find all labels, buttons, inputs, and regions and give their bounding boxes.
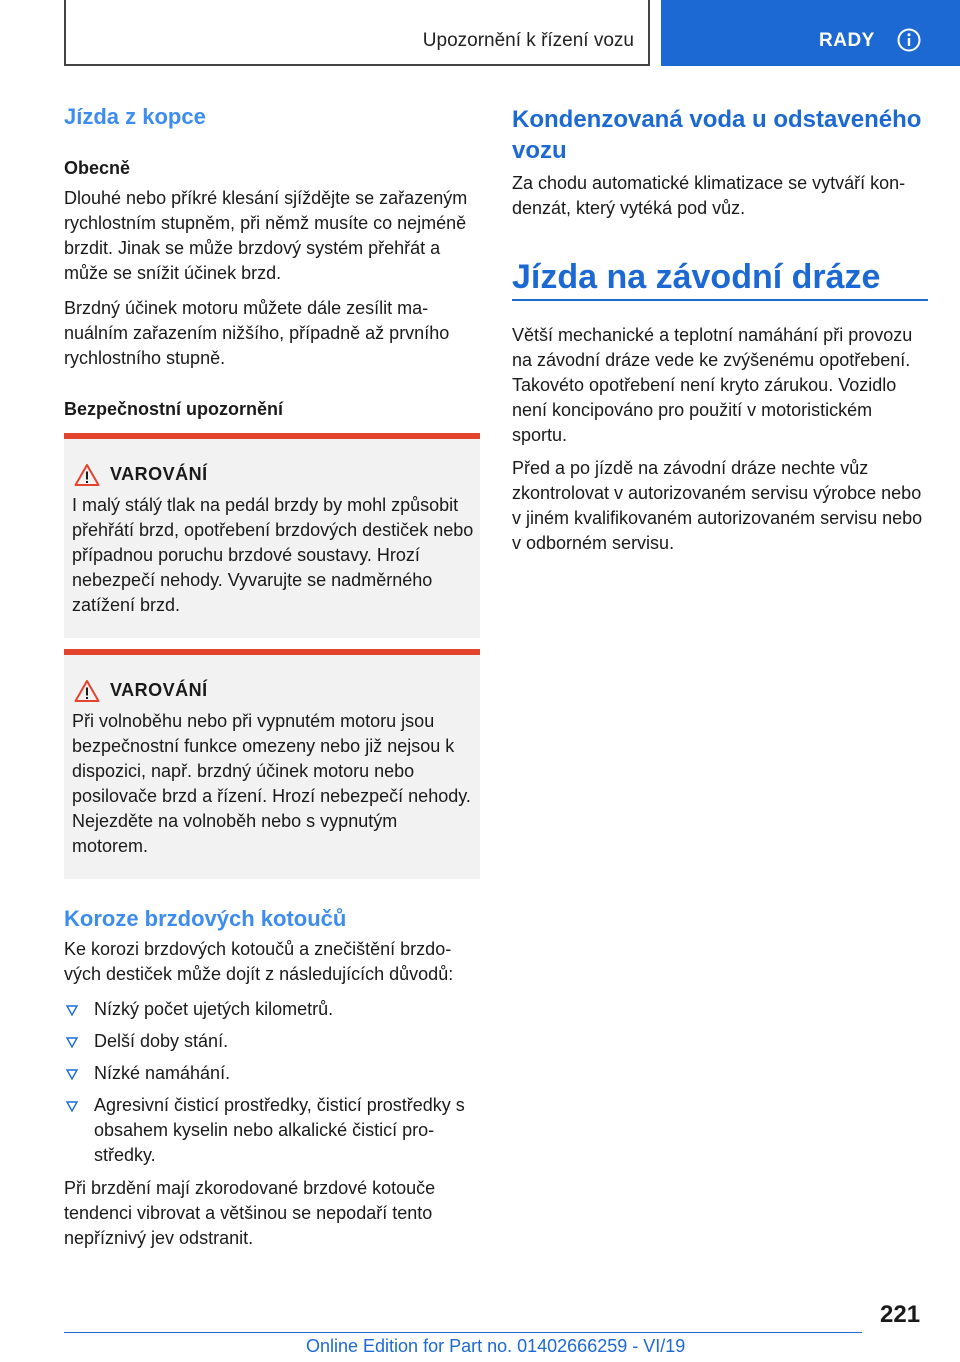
list-item: Nízké namáhání.	[64, 1061, 480, 1086]
list-item: Nízký počet ujetých kilometrů.	[64, 997, 480, 1022]
heading-race-track: Jízda na závodní dráze	[512, 258, 881, 296]
warning-text: I malý stálý tlak na pedál brzdy by mohl způsobit přehřátí brzd, opotřebení brzdových destiček nebo případnou poruchu brzdové soustavy. Hrozí nebezpečí nehody. Vyvarujte se nadměrného zatížení brzd.	[72, 495, 474, 615]
footer-rule	[64, 1332, 862, 1333]
heading-downhill-driving: Jízda z kopce	[64, 104, 206, 129]
warning-box-1	[64, 433, 480, 638]
heading-condensed-water: Kondenzovaná voda u odstaveného vozu	[512, 106, 922, 164]
warning-triangle-icon	[74, 679, 100, 703]
paragraph-race-track-2: Před a po jízdě na závodní dráze nechte vůz zkontrolovat v autorizovaném servisu výrobce nebo v jiném kvalifikovaném autorizovaném servisu nebo v odborném servisu.	[512, 458, 923, 553]
subheading-safety-notes: Bezpečnostní upozornění	[64, 399, 284, 419]
subheading-general: Obecně	[64, 158, 131, 178]
list-item: Agresivní čisticí prostředky, čisticí prostředky s obsahem kyselin nebo alkalické čisticí prostředky.	[64, 1093, 480, 1168]
paragraph-corrosion-intro: Ke korozi brzdových kotoučů a znečištění brzdových destiček může dojít z následujících důvodů:	[64, 939, 454, 984]
warning-text: Při volnoběhu nebo při vypnutém motoru jsou bezpečnostní funkce omezeny nebo již nejsou k dispozici, např. brzdný účinek motoru nebo posilovače brzd a řízení. Hrozí nebezpečí nehody. Nejezděte na volnoběh nebo s vypnutým motorem.	[72, 711, 471, 856]
triangle-bullet-icon	[66, 1069, 78, 1080]
paragraph-downhill-2: Brzdný účinek motoru můžete dále zesílit manuálním zařazením nižšího, případně až prvního rychlostního stupně.	[64, 298, 450, 368]
heading-underline	[512, 299, 928, 301]
warning-label: VAROVÁNÍ	[110, 680, 208, 700]
paragraph-downhill-1: Dlouhé nebo příkré klesání sjíždějte se zařazeným rychlostním stupněm, při němž musíte co nejméně brzdit. Jinak se může brzdový systém přehřát a může se snížit účinek brzd.	[64, 188, 468, 283]
page-number: 221	[880, 1301, 921, 1328]
corrosion-causes-list	[64, 997, 480, 1175]
warning-label: VAROVÁNÍ	[110, 464, 208, 484]
triangle-bullet-icon	[66, 1101, 78, 1112]
list-item: Delší doby stání.	[64, 1029, 480, 1054]
paragraph-condensed-water: Za chodu automatické klimatizace se vytváří kondenzát, který vytéká pod vůz.	[512, 173, 906, 218]
header-chapter-box	[64, 0, 650, 66]
info-icon	[897, 28, 921, 52]
triangle-bullet-icon	[66, 1037, 78, 1048]
header-section-tab[interactable]	[661, 0, 960, 66]
heading-brake-disc-corrosion: Koroze brzdových kotoučů	[64, 906, 347, 931]
footer-edition: Online Edition for Part no. 01402666259 - VI/19	[306, 1336, 686, 1356]
paragraph-race-track-1: Větší mechanické a teplotní namáhání při provozu na závodní dráze vede ke zvýšenému opotřebení. Takovéto opotřebení není kryto zárukou. Vozidlo není koncipováno pro použití v motoristickém sportu.	[512, 325, 913, 445]
paragraph-corrosion-outro: Při brzdění mají zkorodované brzdové kotouče tendenci vibrovat a většinou se nepodaří tento nepříznivý jev odstranit.	[64, 1178, 436, 1248]
warning-triangle-icon	[74, 463, 100, 487]
chapter-title: Upozornění k řízení vozu	[422, 30, 634, 51]
warning-box-2	[64, 649, 480, 879]
triangle-bullet-icon	[66, 1005, 78, 1016]
section-label: RADY	[819, 30, 875, 51]
